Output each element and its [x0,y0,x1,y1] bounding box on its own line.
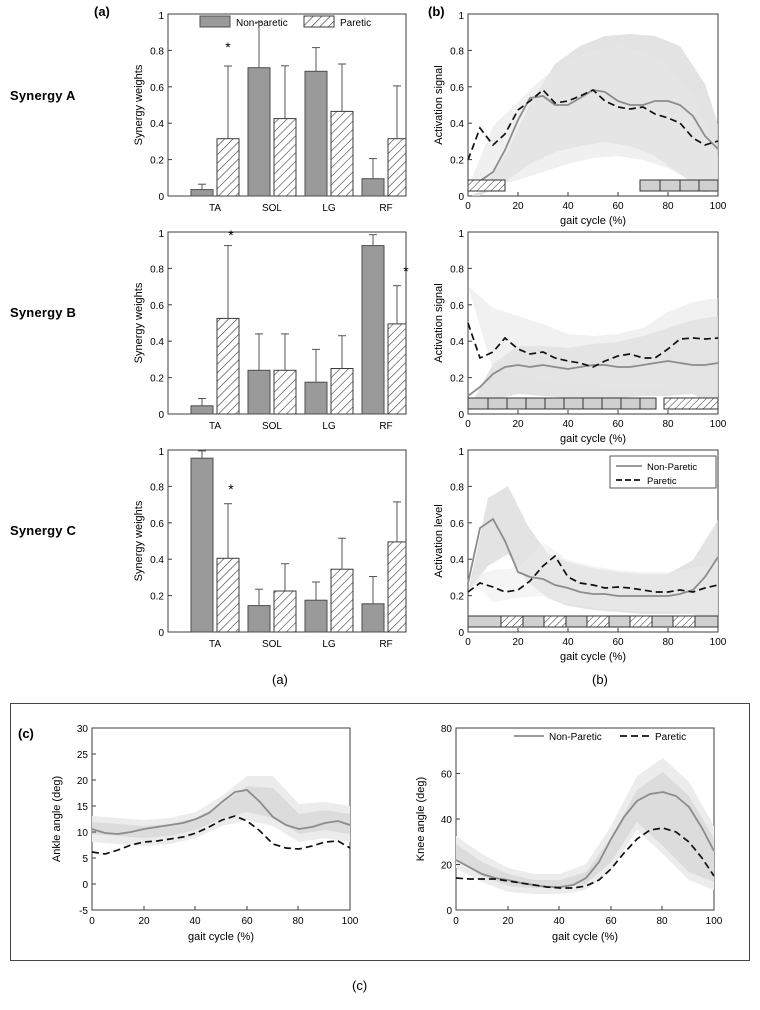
svg-text:0: 0 [465,637,471,648]
svg-text:60: 60 [605,916,617,927]
svg-text:Activation signal: Activation signal [433,283,445,363]
svg-text:0.8: 0.8 [150,482,164,494]
svg-text:0: 0 [89,916,95,927]
svg-text:Paretic: Paretic [647,476,677,487]
svg-text:Non-Paretic: Non-Paretic [647,462,698,473]
svg-text:20: 20 [440,860,452,872]
svg-text:0.6: 0.6 [450,518,464,530]
caption-a: (a) [272,672,288,687]
svg-text:0.2: 0.2 [150,373,164,385]
svg-text:20: 20 [512,201,524,212]
row-title-synergy-a: Synergy A [10,88,76,103]
svg-text:gait cycle (%): gait cycle (%) [559,651,627,663]
svg-text:100: 100 [709,419,727,430]
chart-synergy-c-activation [428,442,748,664]
svg-text:1: 1 [158,11,164,22]
svg-text:0: 0 [458,410,464,421]
svg-text:0.4: 0.4 [150,337,164,349]
svg-text:SOL: SOL [261,639,283,650]
svg-text:100: 100 [709,201,727,212]
row-title-synergy-c: Synergy C [10,523,77,538]
svg-text:0.4: 0.4 [150,119,164,131]
chart-synergy-b-weights [128,224,413,446]
svg-text:40: 40 [440,815,452,826]
chart-synergy-b-activation [428,224,748,446]
svg-text:0.6: 0.6 [150,518,164,530]
caption-c: (c) [352,978,368,993]
svg-text:1: 1 [158,447,164,458]
svg-text:0.2: 0.2 [450,155,464,167]
svg-text:TA: TA [208,421,222,432]
svg-text:0: 0 [446,906,452,917]
svg-text:0: 0 [158,410,164,421]
svg-text:0: 0 [158,192,164,203]
caption-b: (b) [592,672,608,687]
svg-text:0.4: 0.4 [150,555,164,567]
svg-text:30: 30 [76,724,88,735]
svg-text:Non-Paretic: Non-Paretic [549,732,602,743]
svg-text:20: 20 [138,916,150,927]
svg-text:SOL: SOL [261,421,283,432]
svg-text:0: 0 [82,880,88,891]
svg-text:15: 15 [76,802,88,813]
svg-text:Synergy weights: Synergy weights [133,282,145,364]
svg-text:gait cycle (%): gait cycle (%) [187,931,255,943]
svg-text:0: 0 [458,628,464,639]
svg-text:0: 0 [465,419,471,430]
svg-text:*: * [228,227,234,243]
svg-text:SOL: SOL [261,203,283,214]
svg-text:20: 20 [502,916,514,927]
svg-text:gait cycle (%): gait cycle (%) [559,433,627,445]
svg-text:0.8: 0.8 [450,264,464,276]
chart-synergy-c-weights [128,442,413,664]
svg-text:RF: RF [379,421,393,432]
svg-text:*: * [403,263,409,279]
svg-text:0.6: 0.6 [450,300,464,312]
chart-synergy-a-weights [128,6,413,228]
svg-text:1: 1 [158,229,164,240]
svg-text:RF: RF [379,203,393,214]
svg-text:0.6: 0.6 [150,300,164,312]
svg-text:100: 100 [705,916,723,927]
svg-text:60: 60 [612,201,624,212]
svg-text:100: 100 [341,916,359,927]
svg-text:Paretic: Paretic [340,18,372,29]
y-axis-label: Synergy weights [133,64,145,146]
svg-text:0.6: 0.6 [450,82,464,94]
svg-text:Activation signal: Activation signal [433,65,445,145]
svg-text:0: 0 [458,192,464,203]
svg-text:Knee angle (deg): Knee angle (deg) [415,776,427,862]
svg-text:LG: LG [322,639,336,650]
svg-text:60: 60 [612,419,624,430]
chart-knee-angle [408,714,738,954]
svg-text:40: 40 [562,201,574,212]
svg-text:0: 0 [453,916,459,927]
svg-text:LG: LG [322,421,336,432]
chart-synergy-a-activation [428,6,748,228]
svg-text:gait cycle (%): gait cycle (%) [559,215,627,227]
svg-text:5: 5 [82,854,88,865]
svg-text:80: 80 [292,916,304,927]
svg-text:80: 80 [440,724,452,735]
svg-text:0.2: 0.2 [150,155,164,167]
svg-text:20: 20 [512,637,524,648]
svg-text:0.2: 0.2 [150,591,164,603]
svg-text:0.8: 0.8 [450,482,464,494]
svg-text:60: 60 [612,637,624,648]
svg-text:0: 0 [465,201,471,212]
svg-text:0.2: 0.2 [450,591,464,603]
svg-text:40: 40 [562,637,574,648]
svg-text:20: 20 [76,776,88,787]
svg-text:Paretic: Paretic [655,732,687,743]
svg-text:40: 40 [562,419,574,430]
svg-text:80: 80 [662,637,674,648]
svg-text:1: 1 [458,229,464,240]
panel-b-label: (b) [428,4,445,19]
svg-text:60: 60 [440,769,452,781]
svg-text:10: 10 [76,828,88,839]
svg-text:0.4: 0.4 [450,337,464,349]
svg-text:0.4: 0.4 [450,119,464,131]
svg-text:40: 40 [189,916,201,927]
svg-text:100: 100 [709,637,727,648]
chart-ankle-angle [44,714,374,954]
svg-text:0: 0 [158,628,164,639]
svg-text:60: 60 [241,916,253,927]
svg-text:0.8: 0.8 [150,46,164,58]
svg-text:20: 20 [512,419,524,430]
svg-text:25: 25 [76,750,88,761]
panel-a-label: (a) [94,4,110,19]
svg-text:Synergy weights: Synergy weights [133,500,145,582]
svg-text:Ankle angle (deg): Ankle angle (deg) [51,775,63,863]
panel-c-label: (c) [18,726,34,741]
svg-text:1: 1 [458,447,464,458]
svg-text:0.8: 0.8 [450,46,464,58]
svg-text:*: * [228,481,234,497]
svg-text:Non-paretic: Non-paretic [236,18,288,29]
svg-text:TA: TA [208,203,222,214]
svg-text:80: 80 [662,201,674,212]
svg-text:0.4: 0.4 [450,555,464,567]
svg-text:Activation level: Activation level [433,504,445,578]
svg-text:0.8: 0.8 [150,264,164,276]
svg-text:-5: -5 [79,906,88,917]
svg-text:80: 80 [656,916,668,927]
svg-text:*: * [225,39,231,55]
svg-text:gait cycle (%): gait cycle (%) [551,931,619,943]
svg-text:1: 1 [458,11,464,22]
svg-text:TA: TA [208,639,222,650]
svg-text:LG: LG [322,203,336,214]
svg-text:0.6: 0.6 [150,82,164,94]
svg-text:0.2: 0.2 [450,373,464,385]
svg-text:80: 80 [662,419,674,430]
svg-text:40: 40 [553,916,565,927]
svg-text:RF: RF [379,639,393,650]
row-title-synergy-b: Synergy B [10,305,77,320]
